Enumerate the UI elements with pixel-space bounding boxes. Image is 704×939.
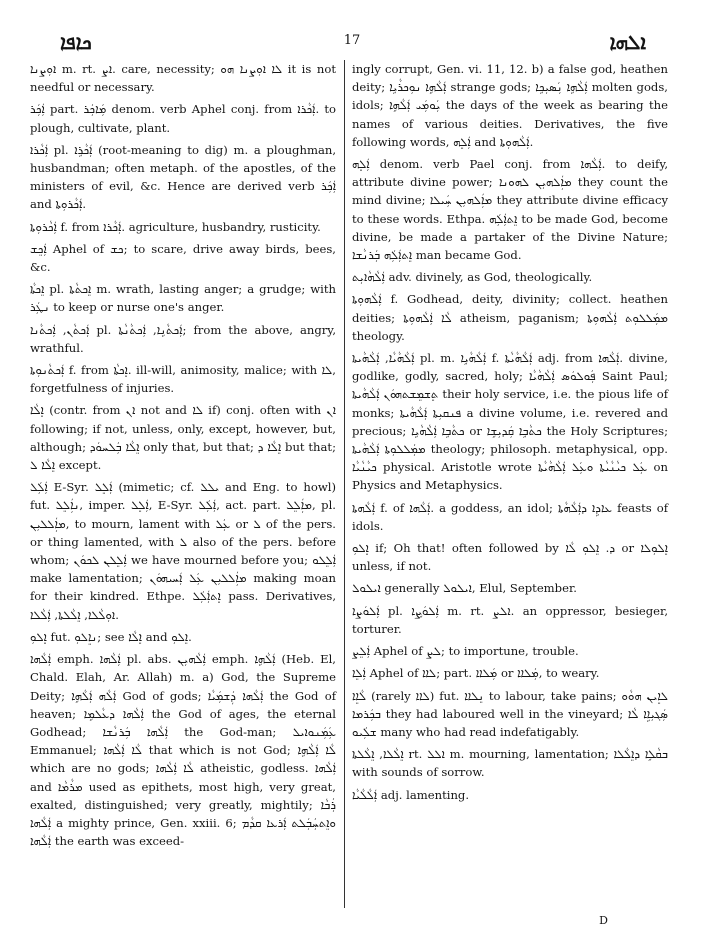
entry-ella: ܐܸܠܵܐ (contr. from ܐܢ not and ܠܐ if) conj. often with ܐܢ following; if not, unless, only, except, however, but, although; ܐܸܠܵܐ ܒܲܠܚܘܿܕ only that, but that; ܐܸܠܵܐ ܕ but that; ܐܸܠܵܐ ܠ except. [30,403,336,473]
signature-mark: D [599,914,608,927]
entry-alahtha: ܐܲܠܵܗܬܐ f. of ܐܲܠܵܗܐ. a goddess, an idol; ܥܐܕܹܐ ܕܐܲܠܵܗܵܬܐ feasts of idols. [352,500,669,533]
entry-ousna: ܐܘܼܨܢܐ m. rt. ܐܨ. care, necessity; ܠܐ ܐܘܼܨܢܐ ܗܘ it is not needful or necessary. [30,62,337,95]
entry-alaha-continued: ingly corrupt, Gen. vi. 11, 12. b) a false god, heathen deity; ܐܲܠܵܗܹܐ ܢܘܼܟܪܵܝܹܐ strange gods; ܐܲܠܵܗܹܐ ܢܲܣܝܼܟܹܐ molten gods, idols; ܝܲܘܡܲܝ ܐܲܠܵܗܹܐ the days of the week as bearing the names of various deities. Derivatives, the five following words, ܐܲܠܸܗ and ܐܲܠܵܗܘܼܬܐ. [352,62,668,149]
right-running-head: ܐܠܗܐ [609,30,646,54]
entry-alleh: ܐܲܠܸܗ denom. verb Pael conj. from ܐܲܠܵܗܐ. to deify, attribute divine power; ܡܐܲܠܗܝܼܢ ܠܗܘܢܐ they count the mind divine; ܡܐܲܠܗܝܼܢ ܚܲܝܠܐ they attribute divine efficacy to these words. Ethpa. ܐܸܬܐܲܠܲܗ to be made God, become divine, be made a partaker of the Divine Nature; ܐܸܬܐܲܠܲܗ ܒܲܪܢܵܫܐ man became God. [352,157,669,263]
right-column [352,60,668,808]
entry-lae: ܠܵܐܸܐ (rarely ܠܐܐ) fut. ܢܸܠܐܐ to labour, take pains; ܠܐܸܝܢ ܗܘܵܘ ܒܟܲܪܡܐ they had laboured well in the vineyard; ܣܲܓܝܼܐܹܐ ܠܵܐ ܫܠܲܝܘ many who had read indefatigably. [352,688,668,739]
entry-elu-fut: ܐܸܠܘܼ fut. ܢܐܸܠܘܼ; see ܐܸܠܵܐ and ܐܸܠܘܼ. [30,629,192,644]
entry-akara: ܐܲܟܵܪܐ pl. ܐܲܟܵܪܹܐ (root-meaning to dig) m. a ploughman, husbandman; often metaph. of the apostles, of the ministers of evil, &c. Hence are derived verb ܐܲܟܲܪ and ܐܲܟܵܪܘܼܬܐ. [30,142,337,212]
left-running-head: ܟܐܦܐ [60,30,92,54]
entry-alal: ܐܲܠܲܠ E-Syr. ܐܲܠܸܠ (mimetic; cf. ܝܠܠ and Eng. to howl) fut. ܢܐܲܠܸܠ, imper. ܐܲܠܸܠ, E-Syr. ܐܲܠܲܠ, act. part. ܡܐܲܠܸܠ, pl. ܡܐܲܠܠܝܼܢ, to mourn, lament with ܥܲܠ or ܠ of the pers. or thing lamented, with ܠ also of the pers. before whom; ܐܲܠܸܠܢ ܠܟܘܿܢ we have mourned before you; ܐܲܠܸܠܘ make lamentation; ܡܐܲܠܠܝܼܢ ܥܲܠ ܐܲܚܝܗܘܿܢ making moan for their kindred. Ethpe. ܐܸܬܐܲܠܲܠ pass. Derivatives, ܐܘܼܠܵܠܐ, ܐܸܠܵܠܬܐ, ܐܲܠܵܠܐ. [30,480,337,622]
entry-alalaya: ܐܲܠܵܠܵܝܵܐ adj. lamenting. [352,787,470,802]
entry-aktanutha: ܐܲܟܬܵܢܘܼܬܐ f. from ܐܸܟܬܵܐ. ill-will, animosity, malice; with ܠܐ, forgetfulness of injuries. [30,363,336,396]
entry-elu: ܐܸܠܘܼ if; Oh that! often followed by ܕ. ܐܸܠܘܼ ܠܵܐ or ܐܸܠܘܼܠܐ unless, if not. [352,541,668,574]
left-column [30,60,336,854]
entry-alle-aphel: ܐܲܠܸܐ Aphel of ܠܐܐ; part. ܡܲܠܐܐ or ܡܲܠܐܐ, to weary. [352,666,600,681]
entry-elul: ܐܝܠܘܠ generally ܐܝܠܘܠ, Elul, September. [352,581,577,596]
entry-akesh: ܐܲܟܸܫ Aphel of ܟܫ; to scare, drive away birds, bees, &c. [30,241,336,275]
entry-alahaya: ܐܲܠܵܗܵܝܵܐ, ܐܲܠܵܗܵܝܬܐ pl. m. ܐܲܠܵܗܵܝܹܐ f. ܐܲܠܵܗܵܝܵܬܐ adj. from ܐܲܠܵܗܐ. divine, godlike, godly, sacred, holy; ܦܲܘܠܘܿܣ ܐܲܠܵܗܵܝܵܐ Saint Paul; ܬܸܫܡܸܫܬܗܘܿܢ ܐܲܠܵܗܵܝܬܐ their holy service, i.e. the pious life of monks; ܦܢܩܝܼܬܐ ܐܲܠܵܗܵܝܬܐ a divine volume, i.e. revered and precious; ܟܬܵܒܹܐ ܐܲܠܵܗܵܝܹܐ or ܟܬܵܒܹܐ ܩܲܕܝܼܫܹܐ the Holy Scriptures; ܡܡܲܠܠܘܼܬܐ ܐܲܠܵܗܵܝܬܐ theology; philosoph. metaphysical, opp. ܟܝܵܢܵܝܵܐ physical. Aristotle wrote ܥܲܠ ܟܝܵܢܵܝܵܬܐ ܘܥܲܠ ܐܲܠܵܗܵܝܵܬܐ on Physics and Metaphysics. [352,351,669,493]
entry-akar-verb: ܐܲܟܲܪ part. ܡܲܐܟܲܪ denom. verb Aphel conj. from ܐܲܟܵܪܐ. to plough, cultivate, plant. [30,102,336,135]
entry-elala: ܐܸܠܵܠܐ, ܐܸܠܵܠܬܐ rt. ܐܠܠ m. mourning, lamentation; ܒܩܵܠܹܐ ܕܐܸܠܵܠܐ with sounds of sorrow. [352,747,668,780]
entry-alosa: ܐܲܠܘܿܨܐ pl. ܐܲܠܘܿܨܹܐ m. rt. ܐܠܨ. an oppressor, besieger, torturer. [352,603,668,636]
column-rule [344,60,345,908]
entry-ales: ܐܲܠܸܨ Aphel of ܠܨ; to importune, trouble. [352,644,579,659]
entry-ekta: ܐܸܟܬܵܐ pl. ܐܸܟܬܵܬܐ m. wrath, lasting anger; a grudge; with ܢܛܲܪ to keep or nurse one's anger. [30,282,337,315]
page-number: 17 [343,33,361,48]
entry-alaha: ܐܲܠܵܗܐ emph. ܐܲܠܵܗܐ pl. abs. ܐܲܠܵܗܝܼܢ emph. ܐܲܠܵܗܹܐ (Heb. El, Chald. Elah, Ar. Allah) m. a) God, the Supreme Deity; ܐܲܠܵܗ ܐܲܠܵܗܹܐ God of gods; ܐܲܠܵܗܐ ܕܲܫܡܲܝܵܐ the God of heaven; ܐܲܠܵܗܐ ܕܥܵܠܡܹܐ the God of ages, the eternal Godhead; ܐܲܠܵܗܐ ܒܲܪܢܵܫܐ the God-man; ܥܲܡܲܢܘܐܝܠ Emmanuel; ܠܵܐ ܐܲܠܵܗܐ that which is not God; ܠܵܐ ܐܲܠܵܗܹܐ which are no gods; ܠܵܐ ܐܲܠܵܗܐ atheistic, godless. ܐܲܠܵܗܐ and ܡܪܵܡܵܐ used as epithets, most high, very great, exalted, distinguished; very greatly, mightily; ܪܲܒܵܐ ܐܲܠܵܗܐ a mighty prince, Gen. xxiii. 6; ܘܐܸܬܚܲܒܲܠܬ ܐܲܪܥܐ ܩܕܵܡ ܐܲܠܵܗܐ the earth was exceed- [30,652,336,849]
entry-alahaith: ܐܲܠܵܗܵܐܝܼܬ adv. divinely, as God, theologically. [352,270,593,285]
running-header [32,30,672,56]
entry-akarutha: ܐܲܟܵܪܘܼܬܐ f. from ܐܲܟܵܪܐ. agriculture, husbandry, rusticity. [30,219,321,234]
entry-alahutha: ܐܲܠܵܗܘܼܬܐ f. Godhead, deity, divinity; collect. heathen deities; ܠܵܐ ܐܲܠܵܗܘܼܬܐ atheism, paganism; ܡܡܲܠܠܘܼܬ ܐܲܠܵܗܘܼܬܐ theology. [352,292,668,343]
entry-aktan: ܐܲܟܬܵܢ, ܐܲܟܬܵܢܐ pl. ܐܲܟܬܵܢܹܐ, ܐܲܟܬܵܢܵܬܐ; from the above, angry, wrathful. [30,322,337,355]
